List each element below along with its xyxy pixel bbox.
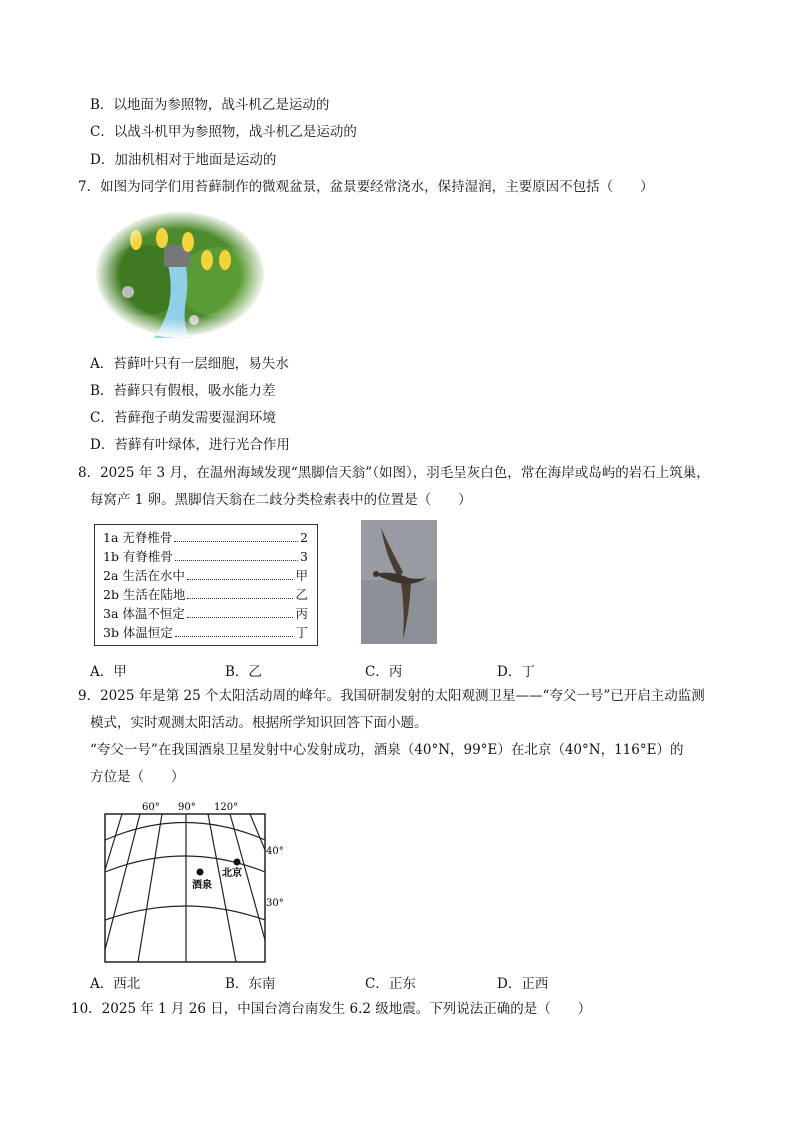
q6-option-b: B．以地面为参照物，战斗机乙是运动的 — [90, 97, 330, 113]
lon-label: 90° — [178, 802, 196, 813]
key-label: 1a 无脊椎骨 — [103, 530, 173, 545]
latitude-longitude-map — [100, 800, 290, 966]
q8-choice-a: A．甲 — [90, 664, 127, 680]
q8-choice-b: B．乙 — [225, 664, 262, 680]
key-target: 丙 — [295, 606, 308, 621]
key-target: 甲 — [295, 568, 308, 583]
q9-stem-line2: 模式，实时观测太阳活动。根据所学知识回答下面小题。 — [90, 715, 428, 731]
q6-option-d: D．加油机相对于地面是运动的 — [90, 152, 277, 168]
jiuquan-point — [197, 869, 204, 876]
key-leader-dots — [187, 609, 294, 618]
key-row — [103, 624, 308, 641]
key-target: 乙 — [295, 587, 308, 602]
key-label: 2a 生活在水中 — [103, 568, 185, 583]
dichotomous-key-table — [94, 524, 318, 646]
key-row — [103, 548, 308, 565]
q8-stem-line1: 8．2025 年 3 月，在温州海域发现“黑脚信天翁”（如图），羽毛呈灰白色，常在海岸或岛屿的岩石上筑巢， — [78, 465, 710, 481]
key-leader-dots — [187, 590, 293, 599]
city-label-beijing: 北京 — [222, 868, 242, 879]
key-row — [103, 529, 308, 546]
albatross-photo — [361, 520, 437, 644]
key-target: 丁 — [295, 625, 308, 640]
lat-label: 40° — [266, 846, 284, 857]
q8-stem-line2: 每窝产 1 卵。黑脚信天翁在二歧分类检索表中的位置是（ ） — [90, 492, 472, 508]
lon-label: 120° — [214, 802, 239, 813]
key-label: 1b 有脊椎骨 — [103, 549, 173, 564]
q7-option-c: C．苔藓孢子萌发需要湿润环境 — [90, 410, 276, 426]
q9-choice-b: B．东南 — [225, 976, 276, 992]
key-leader-dots — [175, 552, 298, 561]
key-leader-dots — [175, 628, 294, 637]
q7-option-d: D．苔藓有叶绿体，进行光合作用 — [90, 437, 290, 453]
q7-option-b: B．苔藓只有假根，吸水能力差 — [90, 383, 276, 399]
q8-choice-d: D．丁 — [497, 664, 535, 680]
key-row — [103, 586, 308, 603]
key-row — [103, 605, 308, 622]
key-leader-dots — [174, 533, 298, 542]
key-label: 2b 生活在陆地 — [103, 587, 186, 602]
q9-stem-line1: 9．2025 年是第 25 个太阳活动周的峰年。我国研制发射的太阳观测卫星——“夸父一号”已开启主动监测 — [78, 688, 705, 704]
key-target: 2 — [300, 530, 308, 545]
q9-choice-c: C．正东 — [365, 976, 416, 992]
lon-label: 60° — [142, 802, 160, 813]
q9-choice-d: D．正西 — [497, 976, 549, 992]
key-label: 3a 体温不恒定 — [103, 606, 185, 621]
q9-choice-a: A．西北 — [90, 976, 141, 992]
q7-stem: 7．如图为同学们用苔藓制作的微观盆景，盆景要经常浇水，保持湿润，主要原因不包括（ ） — [78, 179, 654, 195]
moss-bonsai-image — [94, 210, 266, 338]
lat-label: 30° — [266, 898, 284, 909]
key-row — [103, 567, 308, 584]
beijing-point — [234, 859, 241, 866]
key-leader-dots — [187, 571, 294, 580]
q10-stem: 10．2025 年 1 月 26 日，中国台湾台南发生 6.2 级地震。下列说法正确的是（ ） — [71, 1001, 592, 1017]
q9-stem-line3: “夸父一号”在我国酒泉卫星发射中心发射成功，酒泉（40°N，99°E）在北京（40°N，116°E）的 — [90, 742, 684, 758]
q8-choice-c: C．丙 — [365, 664, 403, 680]
city-label-jiuquan: 酒泉 — [192, 880, 212, 891]
q7-option-a: A．苔藓叶只有一层细胞，易失水 — [90, 356, 289, 372]
q9-stem-line4: 方位是（ ） — [90, 769, 185, 785]
q6-option-c: C．以战斗机甲为参照物，战斗机乙是运动的 — [90, 124, 357, 140]
key-target: 3 — [300, 549, 308, 564]
key-label: 3b 体温恒定 — [103, 625, 173, 640]
